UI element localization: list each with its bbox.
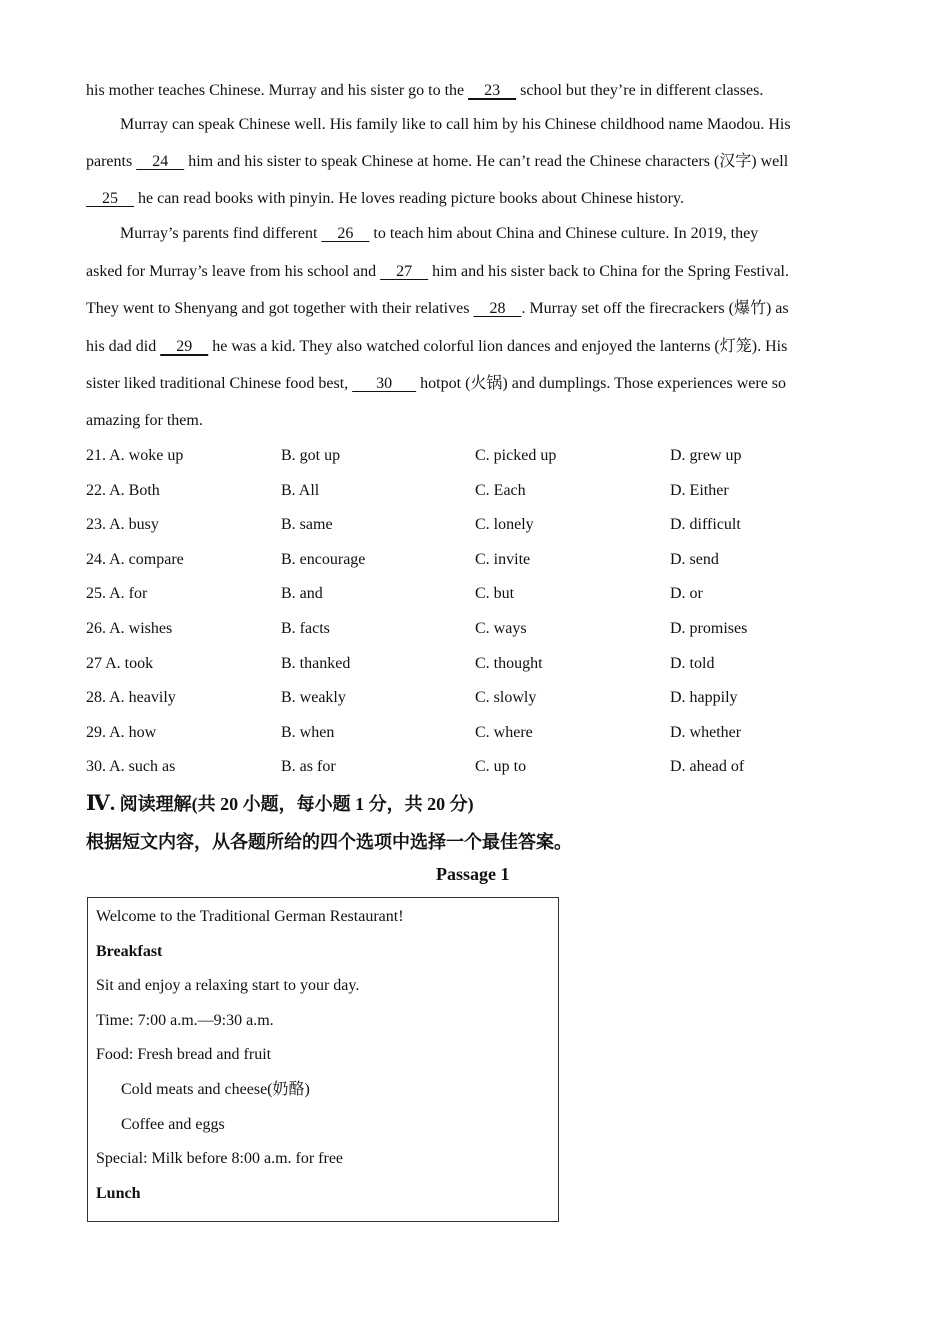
option-b: B. facts bbox=[281, 620, 330, 637]
passage-line bbox=[86, 299, 789, 319]
option-d: D. Either bbox=[670, 481, 729, 499]
option-d: D. difficult bbox=[670, 516, 741, 534]
option-b: B. as for bbox=[281, 758, 336, 776]
option-b: B. encourage bbox=[281, 550, 366, 568]
answer-blank: 23 bbox=[468, 82, 517, 99]
menu-line: Time: 7:00 a.m.—9:30 a.m. bbox=[96, 1011, 274, 1029]
option-c: C. invite bbox=[475, 550, 531, 568]
section-number: Ⅳ. bbox=[86, 791, 116, 815]
option-d: D. promises bbox=[670, 620, 748, 637]
option-d: D. ahead of bbox=[670, 758, 745, 776]
option-c: C. up to bbox=[475, 758, 527, 776]
passage-line bbox=[120, 115, 791, 135]
passage-text: he can read books with pinyin. He loves reading picture books about Chinese history. bbox=[134, 190, 684, 207]
passage-text: school but they’re in different classes. bbox=[516, 82, 764, 99]
passage-text: . Murray set off the firecrackers (爆竹) as bbox=[521, 300, 789, 317]
passage-text: parents bbox=[86, 153, 137, 170]
passage-line bbox=[86, 374, 786, 394]
option-c: C. where bbox=[475, 723, 533, 741]
menu-line: Sit and enjoy a relaxing start to your day. bbox=[96, 977, 360, 995]
passage-text: him and his sister back to China for the Spring Festival. bbox=[428, 263, 789, 280]
passage-text: him and his sister to speak Chinese at home. He can’t read the Chinese characters (汉字) well bbox=[184, 153, 789, 170]
passage-line bbox=[86, 81, 763, 101]
option-b: B. same bbox=[281, 516, 333, 534]
option-c: C. ways bbox=[475, 620, 527, 637]
passage-line bbox=[86, 152, 788, 172]
option-b: B. thanked bbox=[281, 654, 351, 672]
option-d: D. grew up bbox=[670, 447, 742, 464]
option-b: B. got up bbox=[281, 447, 341, 464]
option-b: B. weakly bbox=[281, 689, 346, 707]
passage-text: his dad did bbox=[86, 338, 161, 355]
passage-line bbox=[86, 411, 203, 431]
answer-blank: 24 bbox=[136, 153, 185, 170]
passage-line bbox=[86, 262, 789, 282]
option-c: C. Each bbox=[475, 481, 526, 499]
passage-line bbox=[120, 224, 758, 244]
option-d: D. whether bbox=[670, 723, 742, 741]
option-c: C. lonely bbox=[475, 516, 534, 534]
section-heading bbox=[86, 790, 474, 816]
option-a: 28. A. heavily bbox=[86, 689, 176, 707]
menu-heading: Lunch bbox=[96, 1184, 141, 1202]
option-d: D. or bbox=[670, 585, 703, 603]
passage-text: to teach him about China and Chinese culture. In 2019, they bbox=[369, 225, 759, 242]
answer-blank: 28 bbox=[473, 300, 522, 317]
passage-text: amazing for them. bbox=[86, 412, 203, 429]
passage-line bbox=[86, 337, 787, 357]
passage-text: sister liked traditional Chinese food best, bbox=[86, 375, 353, 392]
option-c: C. but bbox=[475, 585, 515, 603]
menu-line: Cold meats and cheese(奶酪) bbox=[121, 1081, 310, 1098]
option-b: B. and bbox=[281, 585, 323, 603]
option-c: C. slowly bbox=[475, 689, 537, 707]
passage-text: They went to Shenyang and got together with their relatives bbox=[86, 300, 474, 317]
section-instruction: 根据短文内容，从各题所给的四个选项中选择一个最佳答案。 bbox=[86, 832, 572, 852]
option-a: 25. A. for bbox=[86, 585, 148, 603]
option-a: 24. A. compare bbox=[86, 550, 184, 568]
option-a: 21. A. woke up bbox=[86, 447, 184, 464]
passage-text: hotpot (火锅) and dumplings. Those experiences were so bbox=[416, 375, 787, 392]
option-d: D. happily bbox=[670, 689, 738, 707]
option-c: C. thought bbox=[475, 654, 543, 672]
option-a: 23. A. busy bbox=[86, 516, 159, 534]
passage-text: his mother teaches Chinese. Murray and his sister go to the bbox=[86, 82, 469, 99]
option-c: C. picked up bbox=[475, 447, 557, 464]
option-a: 22. A. Both bbox=[86, 481, 160, 499]
option-a: 26. A. wishes bbox=[86, 620, 173, 637]
passage-text: asked for Murray’s leave from his school and bbox=[86, 263, 381, 280]
passage-title: Passage 1 bbox=[436, 864, 510, 884]
passage-line bbox=[86, 189, 684, 209]
option-a: 29. A. how bbox=[86, 723, 157, 741]
answer-blank: 29 bbox=[160, 338, 209, 355]
answer-blank: 26 bbox=[321, 225, 370, 242]
answer-blank: 30 bbox=[352, 375, 417, 392]
menu-line: Welcome to the Traditional German Restaurant! bbox=[96, 908, 404, 925]
menu-line: Coffee and eggs bbox=[121, 1115, 225, 1133]
menu-line: Special: Milk before 8:00 a.m. for free bbox=[96, 1150, 344, 1168]
option-b: B. when bbox=[281, 723, 335, 741]
option-b: B. All bbox=[281, 481, 320, 499]
option-d: D. send bbox=[670, 550, 719, 568]
option-d: D. told bbox=[670, 654, 715, 672]
menu-line: Food: Fresh bread and fruit bbox=[96, 1046, 272, 1064]
passage-text: Murray’s parents find different bbox=[120, 225, 322, 242]
passage-text: Murray can speak Chinese well. His family like to call him by his Chinese childhood name Maodou. His bbox=[120, 116, 791, 133]
menu-heading: Breakfast bbox=[96, 942, 163, 960]
answer-blank: 25 bbox=[86, 190, 134, 207]
option-a: 30. A. such as bbox=[86, 758, 176, 776]
passage-text: he was a kid. They also watched colorful lion dances and enjoyed the lanterns (灯笼). His bbox=[208, 338, 788, 355]
answer-blank: 27 bbox=[380, 263, 429, 280]
option-a: 27 A. took bbox=[86, 654, 154, 672]
section-title: 阅读理解(共 20 小题，每小题 1 分，共 20 分) bbox=[115, 794, 474, 814]
